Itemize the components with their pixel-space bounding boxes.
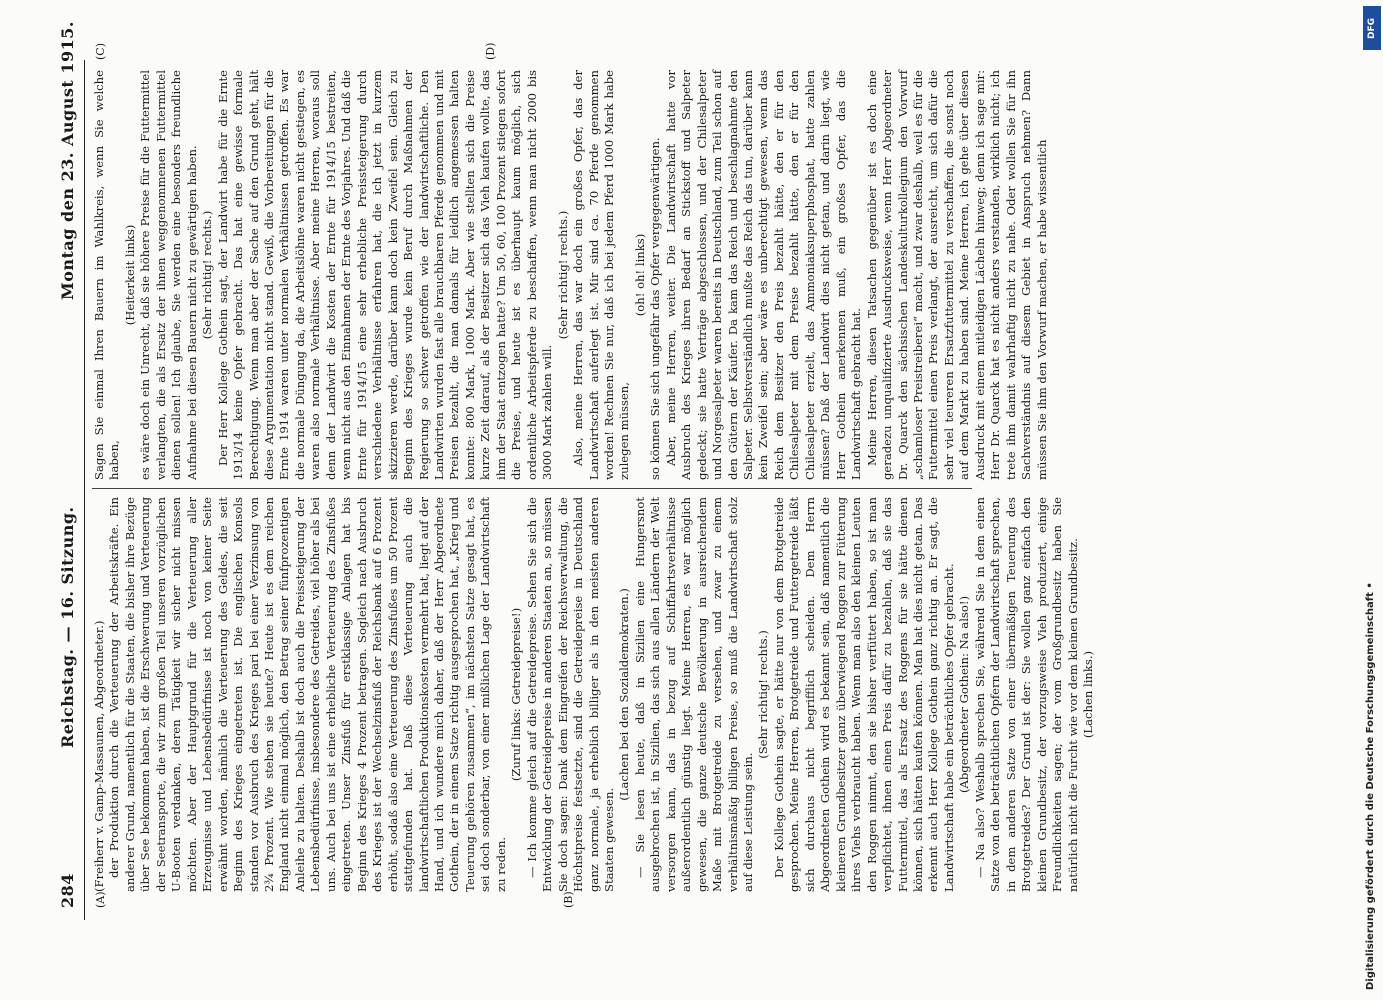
text-column-left <box>92 497 1095 892</box>
session-date: Montag den 23. August 1915. <box>58 21 77 300</box>
paragraph: (Lachen links.) <box>1081 650 1095 739</box>
paragraph: (Sehr richtig! rechts.) <box>200 210 215 340</box>
margin-marker-a: (A) <box>94 891 107 908</box>
paragraph: Der Kollege Gothein sagte, er hätte nur von dem Brotgetreide gesprochen. Meine Herren, Brotgetreide und Futtergetreide läßt sich durchaus nicht begrifflich scheiden. Dem Herrn Abgeordneten Gothein wird es bekannt sein, daß namentlich die kleineren Grundbesitzer ganz überwiegend Roggen zur Fütterung ihres Viehs verbraucht haben. Wenn man also den kleinen Leuten den Roggen nimmt, den sie bisher verfüttert haben, so ist man verpflichtet, ihnen einen Preis dafür zu bezahlen, daß sie das Futtermittel, das als Ersatz des Roggens für sie hätte dienen können, sich hätten kaufen können. Man hat dies nicht getan. Das erkennt auch Herr Kollege Gothein ganz richtig an. Er sagt, die Landwirtschaft habe ein beträchtliches Opfer gebracht. <box>771 497 956 892</box>
margin-marker-d: (D) <box>484 42 497 60</box>
paragraph: (Heiterkeit links) <box>122 224 137 326</box>
paragraph: so können Sie sich ungefähr das Opfer vergegenwärtigen. <box>648 137 663 480</box>
paragraph: Also, meine Herren, das war doch ein großes Opfer, das der Landwirtschaft auferlegt ist. Mir sind ca. 70 Pferde genommen worden! Rechnen Sie nur, daß ich bei jedem Pferd 1000 Mark habe zulegen müssen, <box>571 70 632 480</box>
paragraph: Der Herr Kollege Gothein sagt, der Landwirt habe für die Ernte 1913/14 keine Opfer gebracht. Das hat eine gewisse formale Berechtigung. Wenn man aber der Sache auf den Grund geht, hält diese Argumentation nicht stand. Gewiß, die Vorbereitungen für die Ernte 1914 waren unter normalen Verhältnissen getroffen. Es war die normale Düngung da, die Arbeitslöhne waren nicht gestiegen, es waren also normale Verhältnisse. Aber meine Herren, woraus soll denn der Landwirt die Kosten der Ernte für 1914/15 bestreiten, wenn nicht aus den Einnahmen der Ernte des Vorjahres. Und daß die Ernte für 1914/15 eine sehr erhebliche Preissteigerung durch verschiedene Verhältnisse erfahren hat, die ich jetzt in kurzem skizzieren werde, darüber kann doch kein Zweifel sein. Gleich zu Beginn des Krieges wurde kein Beruf durch Maßnahmen der Regierung so schwer getroffen wie der landwirtschaftliche. Den Landwirten wurden fast alle brauchbaren Pferde genommen und mit Preisen bezahlt, die man damals für leidlich angemessen halten konnte: 800 Mark, 1000 Mark. Aber wie stellten sich die Preise kurze Zeit darauf, als der Besitzer sich das Vieh kaufen wollte, das ihm der Staat entzogen hatte? Um 50, 60, 100 Prozent stiegen sofort die Preise, und heute ist es überhaupt kaum möglich, sich ordentliche Arbeitspferde zu beschaffen, wenn man nicht 2000 bis 3000 Mark zahlen will. <box>215 70 555 480</box>
paragraph: (Lachen bei den Sozialdemokraten.) <box>617 588 632 801</box>
text-column-right <box>92 70 1049 480</box>
paragraph: Sagen Sie einmal Ihren Bauern im Wahlkreis, wenn Sie welche haben, <box>92 70 122 480</box>
margin-marker-c: (C) <box>94 43 107 60</box>
paragraph: es wäre doch ein Unrecht, daß sie höhere Preise für die Futtermittel verlangten, die als Ersatz der ihnen weggenommenen Futtermittel dienen sollen! Ich glaube, Sie werden eine besonders freundliche Aufnahme bei diesen Bauern nicht zu gewärtigen haben. <box>138 70 199 480</box>
paragraph: (Sehr richtig! rechts.) <box>756 630 771 759</box>
margin-marker-b: (B) <box>562 891 575 908</box>
column-divider <box>92 488 972 489</box>
paragraph: Aber, meine Herren, weiter. Die Landwirtschaft hatte vor Ausbruch des Krieges ihren Bedarf an Stickstoff und Salpeter gedeckt; sie hatte Verträge abgeschlossen, und der Chilesalpeter und Norgesalpeter waren bereits in Deutschland, zum Teil schon auf den Gütern der Käufer. Da kam das Reich und beschlagnahmte den Salpeter. Selbstverständlich mußte das Reich das tun, darüber kann kein Zweifel sein; aber wäre es unberechtigt gewesen, wenn das Reich dem Besitzer den Preis bezahlt hätte, den er für den Chilesalpeter mit dem Preise bezahlt hätte, den er für den Chilesalpeter erzielt, das Ammoniaksuperphosphat, hatte zahlen müssen? Daß der Landwirt dies nicht getan, und darin liegt, wie Herr Gothein anerkennen muß, ein großes Opfer, das die Landwirtschaft gebracht hat. <box>663 70 864 480</box>
paragraph: der Produktion durch die Verteuerung der Arbeitskräfte. Ein anderer Grund, namentlich für die Staaten, die bisher ihre Bezüge über See bekommen haben, ist die Erschwerung und Verteuerung der Seetransporte, die wir zum großen Teil unseren vorzüglichen U-Booten verdanken, deren Tätigkeit wir sicher nicht missen möchten. Aber der Hauptgrund für die Verteuerung aller Erzeugnisse und Lebensbedürfnisse ist noch von keiner Seite erwähnt worden, nämlich die Verteuerung des Geldes, die seit Beginn des Krieges eingetreten ist. Die englischen Konsols standen vor Ausbruch des Krieges pari bei einer Verzinsung von 2¾ Prozent. Wie stehen sie heute? Heute ist es dem reichen England nicht einmal möglich, den Betrag seiner fünfprozentigen Anleihe zu halten. Deshalb ist doch auch die Preissteigerung der Lebensbedürfnisse, insbesondere des Getreides, viel höher als bei uns. Auch bei uns ist eine erhebliche Verteuerung des Zinsfußes eingetreten. Unser Zinsfuß für erstklassige Anlagen hat bis Beginn des Krieges 4 Prozent betragen. Sogleich nach Ausbruch des Krieges ist der Wechselzinsfuß der Reichsbank auf 6 Prozent erhöht, sodaß also eine Verteuerung des Zinsfußes um 50 Prozent stattgefunden hat. Daß diese Verteuerung auch die landwirtschaftlichen Produktionskosten vermehrt hat, liegt auf der Hand, und ich wundere mich daher, daß der Herr Abgeordnete Gothein, der in einem Satze richtig ausgesprochen hat, „Krieg und Teuerung gehören zusammen“, im nächsten Satze gesagt hat, es sei doch sonderbar, von einer mißlichen Lage der Landwirtschaft zu reden. <box>107 497 508 892</box>
paragraph: (Freiherr v. Gamp-Massaunen, Abgeordneter.) <box>92 620 106 892</box>
paragraph: — Sie lesen heute, daß in Sizilien eine Hungersnot ausgebrochen ist, in Sizilien, das sich aus allen Ländern der Welt versorgen kann, das in bezug auf Schiffahrtsverhältnisse außerordentlich günstig liegt. Meine Herren, es war möglich gewesen, die ganze deutsche Bevölkerung in ausreichendem Maße mit Brotgetreide zu versehen, und zwar zu einem verhältnismäßig billigen Preise, so muß die Landwirtschaft stolz auf diese Leistung sein. <box>632 497 756 892</box>
running-head-left <box>58 328 80 908</box>
dfg-logo: DFG <box>1363 6 1381 50</box>
session-title: Reichstag. — 16. Sitzung. <box>58 506 77 748</box>
page-number: 284 <box>58 873 77 908</box>
paragraph: (Zuruf links: Getreidepreise!) <box>509 607 524 782</box>
header-rule <box>84 60 85 920</box>
paragraph: Meine Herren, diesen Tatsachen gegenüber ist es doch eine geradezu unqualifizierte Ausdrucksweise, wenn Herr Abgeordneter Dr. Quarck den sächsischen Landeskulturkollegium den Vorwurf „schamloser Preistreiberei“ macht, und zwar deshalb, weil es für die Futtermittel einen Preis verlangt, der ausreicht, um sich dafür die sehr viel teureren Ersatzfuttermittel zu verschaffen, die sonst noch auf dem Markt zu haben sind. Meine Herren, ich gehe über diesen Ausdruck mit einem mitleidigen Lächeln hinweg; denn ich sage mir: Herr Dr. Quarck hat es nicht anders verstanden, wirklich nicht; ich trete ihm damit wahrhaftig nicht zu nahe. Oder wollen Sie für ihn Sachverständnis auf diesem Gebiet in Anspruch nehmen? Dann müssen Sie ihm den Vorwurf machen, er habe wissentlich <box>864 70 1049 480</box>
paragraph: (Sehr richtig! rechts.) <box>555 210 570 340</box>
paragraph: — Ich komme gleich auf die Getreidepreise. Sehen Sie sich die Entwicklung der Getreidepreise in anderen Staaten an, so müssen Sie doch sagen: Dank dem Eingreifen der Reichsverwaltung, die Höchstpreise festsetzte, sind die Getreidepreise in Deutschland ganz normale, ja erheblich billiger als in den meisten anderen Staaten gewesen. <box>524 497 616 892</box>
paragraph: — Na also? Weshalb sprechen Sie, während Sie in dem einen Satze von den beträchtlichen Opfern der Landwirtschaft sprechen, in dem anderen Satze von einer übermäßigen Teuerung des Brotgetreides? Der Grund ist der: Sie wollen ganz einfach den kleinen Grundbesitz, der vorzugsweise Vieh produziert, einige Freundlichkeiten sagen; der vom Großgrundbesitz haben Sie natürlich nicht die Furcht wie vor dem kleinen Grundbesitz. <box>972 497 1080 892</box>
paragraph: (oh! oh! links) <box>632 233 647 317</box>
digitization-note: Digitalisierung gefördert durch die Deutsche Forschungsgemeinschaft • <box>1365 582 1376 990</box>
paragraph: (Abgeordneter Gothein: Na also!) <box>957 595 972 794</box>
